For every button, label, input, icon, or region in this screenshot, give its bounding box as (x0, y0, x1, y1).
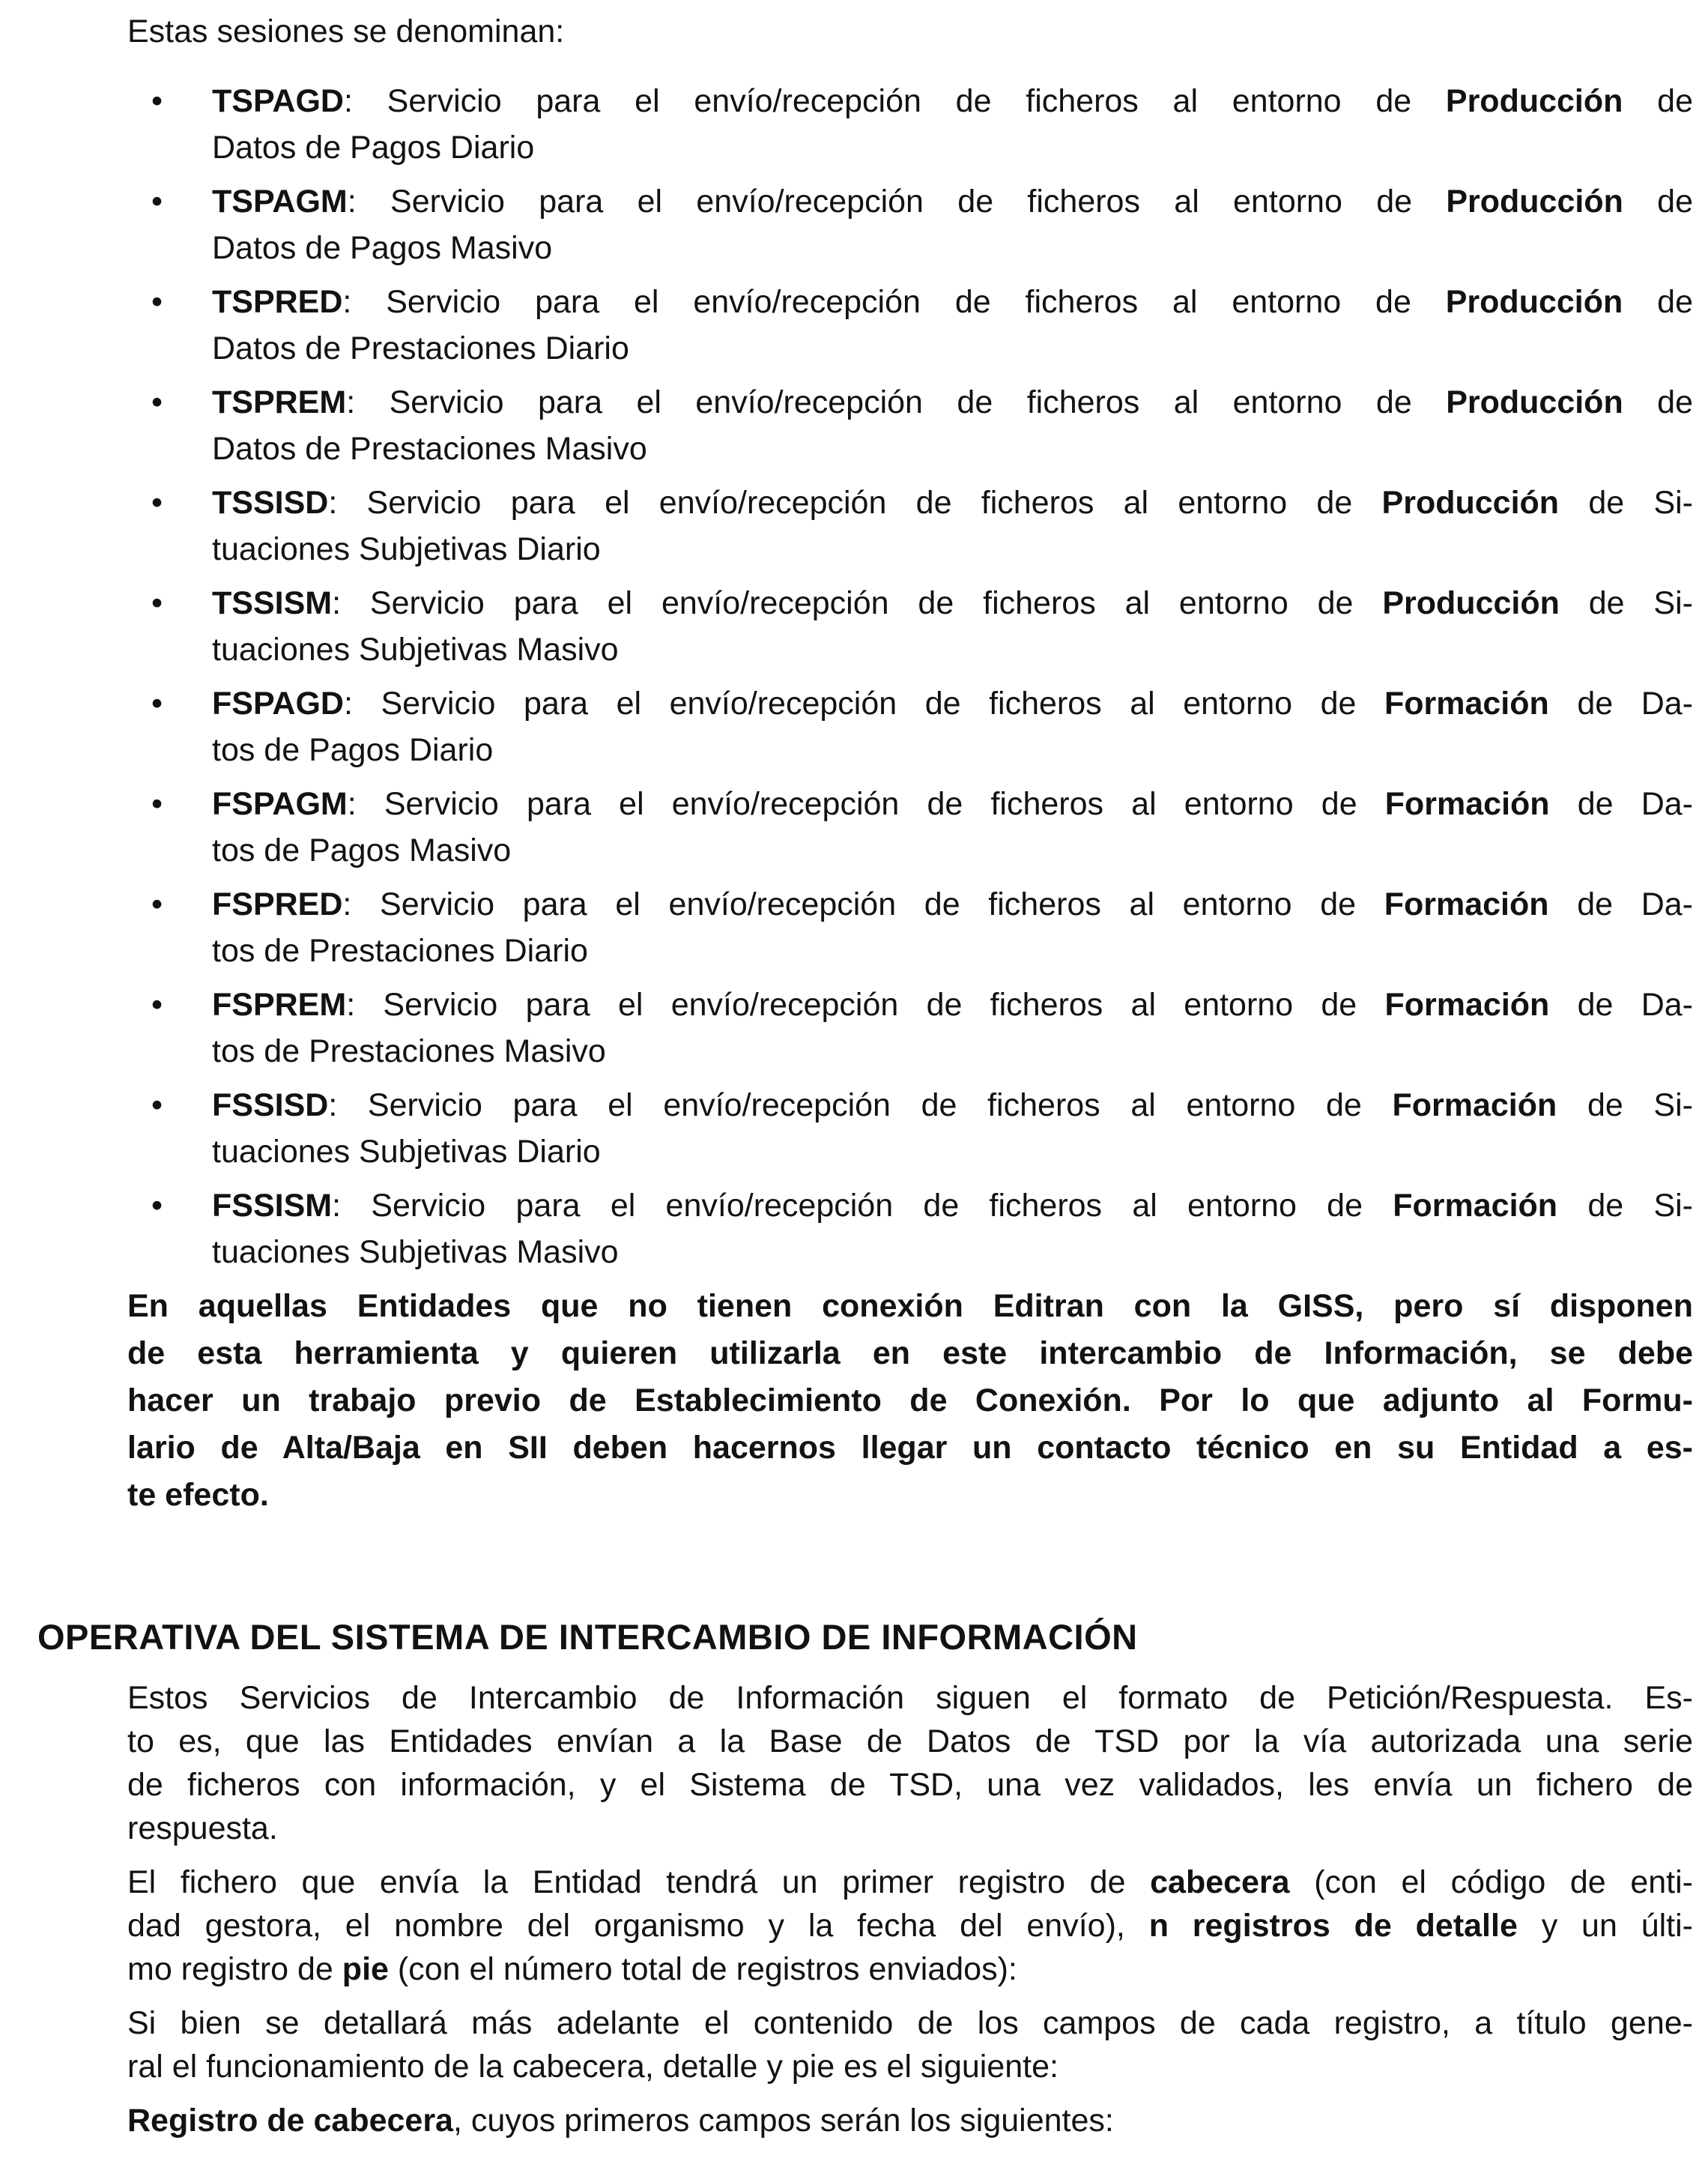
bullet-icon: • (151, 284, 163, 320)
text-line (127, 1861, 1693, 1904)
item-line-1 (212, 881, 1693, 928)
text-segment: : Servicio para el envío/recepción de ficheros al entorno de (347, 786, 1385, 822)
service-code: FSSISD (212, 1087, 329, 1123)
text-line (127, 1807, 1693, 1850)
environment-label: Formación (1384, 686, 1549, 722)
body-paragraphs (127, 1676, 1693, 2142)
text-segment: : Servicio para el envío/recepción de ficheros al entorno de (344, 83, 1446, 119)
item-line-2: tos de Pagos Masivo (212, 832, 512, 868)
intro-line: Estas sesiones se denominan: (127, 13, 565, 49)
paragraph (127, 2099, 1693, 2142)
text-segment: de Da- (1548, 686, 1693, 722)
text-segment: to es, que las Entidades envían a la Base de Datos de TSD por la vía autorizada una serie (127, 1723, 1693, 1759)
bullet-icon: • (151, 1188, 163, 1224)
text-segment: n registros de detalle (1148, 1908, 1518, 1944)
item-line-1 (212, 1082, 1693, 1128)
service-code: TSPAGD (212, 83, 344, 119)
item-line-2: Datos de Prestaciones Diario (212, 330, 629, 366)
text-segment: : Servicio para el envío/recepción de ficheros al entorno de (342, 886, 1384, 922)
environment-label: Producción (1446, 384, 1623, 420)
service-code: FSSISM (212, 1188, 333, 1224)
bold-notice-paragraph (127, 1283, 1693, 1519)
text-segment: : Servicio para el envío/recepción de ficheros al entorno de (347, 184, 1447, 220)
item-line-1 (212, 781, 1693, 827)
service-code: TSPRED (212, 284, 343, 320)
text-line (127, 1904, 1693, 1947)
text-segment: de Da- (1548, 886, 1693, 922)
environment-label: Formación (1393, 1188, 1558, 1224)
bold-paragraph-line: te efecto. (127, 1477, 269, 1513)
item-line-1 (212, 279, 1693, 325)
item-line-2: tos de Prestaciones Masivo (212, 1033, 606, 1069)
bullet-icon: • (151, 686, 163, 722)
list-item (127, 881, 1693, 974)
text-segment: de Da- (1549, 987, 1693, 1023)
text-segment: de Si- (1557, 1087, 1693, 1123)
item-line-1 (212, 1182, 1693, 1229)
bold-paragraph-line: En aquellas Entidades que no tienen conexión Editran con la GISS, pero sí disponen (127, 1288, 1693, 1324)
service-code: TSSISD (212, 485, 329, 521)
text-segment: : Servicio para el envío/recepción de ficheros al entorno de (344, 686, 1384, 722)
environment-label: Producción (1445, 83, 1623, 119)
bullet-icon: • (151, 83, 163, 119)
text-segment: respuesta. (127, 1810, 278, 1846)
bullet-icon: • (151, 987, 163, 1023)
text-segment: : Servicio para el envío/recepción de ficheros al entorno de (346, 987, 1385, 1023)
text-segment: y un últi- (1517, 1908, 1693, 1944)
service-code: FSPREM (212, 987, 347, 1023)
list-item (127, 781, 1693, 874)
text-segment: de (1623, 284, 1693, 320)
text-segment: de (1623, 184, 1693, 220)
service-code: TSPREM (212, 384, 347, 420)
environment-label: Producción (1382, 585, 1560, 621)
bullet-icon: • (151, 485, 163, 521)
item-line-1 (212, 580, 1693, 626)
list-item (127, 580, 1693, 673)
list-item (127, 680, 1693, 773)
list-item (127, 1182, 1693, 1275)
text-line (127, 2045, 1693, 2088)
item-line-2: tuaciones Subjetivas Diario (212, 531, 601, 567)
text-segment: de (1623, 83, 1693, 119)
text-segment: Si bien se detallará más adelante el contenido de los campos de cada registro, a título gene- (127, 2005, 1693, 2041)
text-line (127, 1763, 1693, 1807)
environment-label: Producción (1381, 485, 1560, 521)
bold-paragraph-line: lario de Alta/Baja en SII deben hacernos llegar un contacto técnico en su Entidad a es- (127, 1430, 1693, 1466)
service-code: TSSISM (212, 585, 333, 621)
text-line (127, 1676, 1693, 1720)
text-segment: de ficheros con información, y el Sistema de TSD, una vez validados, les envía un fichero de (127, 1767, 1693, 1803)
item-line-2: Datos de Pagos Diario (212, 130, 535, 166)
text-segment: , cuyos primeros campos serán los siguientes: (452, 2103, 1114, 2139)
paragraph (127, 1861, 1693, 1991)
text-segment: de Si- (1557, 1188, 1693, 1224)
text-segment: (con el código de enti- (1289, 1864, 1693, 1900)
text-segment: pie (342, 1951, 389, 1987)
service-code: FSPRED (212, 886, 343, 922)
item-line-2: tos de Pagos Diario (212, 732, 494, 768)
bullet-icon: • (151, 384, 163, 420)
text-segment: de Si- (1559, 485, 1693, 521)
service-code: FSPAGM (212, 786, 348, 822)
service-bullet-list (127, 78, 1693, 1275)
text-segment: : Servicio para el envío/recepción de ficheros al entorno de (332, 1188, 1393, 1224)
item-line-2: tuaciones Subjetivas Masivo (212, 1234, 619, 1270)
text-line (127, 2001, 1693, 2045)
environment-label: Producción (1446, 184, 1623, 220)
environment-label: Formación (1384, 886, 1549, 922)
text-segment: : Servicio para el envío/recepción de ficheros al entorno de (328, 1087, 1393, 1123)
section-heading: OPERATIVA DEL SISTEMA DE INTERCAMBIO DE INFORMACIÓN (37, 1617, 1138, 1657)
text-segment: cabecera (1150, 1864, 1290, 1900)
text-segment: ral el funcionamiento de la cabecera, detalle y pie es el siguiente: (127, 2049, 1059, 2085)
list-item (127, 178, 1693, 271)
paragraph (127, 1676, 1693, 1850)
item-line-1 (212, 178, 1693, 225)
bullet-icon: • (151, 585, 163, 621)
item-line-2: Datos de Prestaciones Masivo (212, 431, 647, 467)
item-line-2: tuaciones Subjetivas Masivo (212, 632, 619, 668)
item-line-1 (212, 982, 1693, 1028)
item-line-1 (212, 680, 1693, 727)
item-line-1 (212, 379, 1693, 426)
item-line-2: tuaciones Subjetivas Diario (212, 1134, 601, 1170)
item-line-1 (212, 78, 1693, 124)
text-segment: de (1623, 384, 1693, 420)
bullet-icon: • (151, 786, 163, 822)
text-segment: Estos Servicios de Intercambio de Información siguen el formato de Petición/Respuesta. Es- (127, 1680, 1693, 1716)
text-segment: : Servicio para el envío/recepción de ficheros al entorno de (346, 384, 1447, 420)
list-item (127, 78, 1693, 171)
item-line-1 (212, 480, 1693, 526)
text-segment: : Servicio para el envío/recepción de ficheros al entorno de (342, 284, 1446, 320)
list-item (127, 480, 1693, 572)
text-line (127, 2099, 1693, 2142)
environment-label: Formación (1392, 1087, 1557, 1123)
text-segment: mo registro de (127, 1951, 342, 1987)
text-segment: dad gestora, el nombre del organismo y la fecha del envío), (127, 1908, 1149, 1944)
list-item (127, 1082, 1693, 1175)
bullet-icon: • (151, 1087, 163, 1123)
item-line-2: Datos de Pagos Masivo (212, 230, 553, 266)
text-segment: El fichero que envía la Entidad tendrá un primer registro de (127, 1864, 1151, 1900)
paragraph (127, 2001, 1693, 2088)
text-segment: (con el número total de registros enviados): (388, 1951, 1017, 1987)
bold-paragraph-line: hacer un trabajo previo de Establecimiento de Conexión. Por lo que adjunto al Formu- (127, 1382, 1693, 1418)
list-item (127, 379, 1693, 472)
environment-label: Formación (1384, 786, 1550, 822)
text-segment: : Servicio para el envío/recepción de ficheros al entorno de (328, 485, 1382, 521)
item-line-2: tos de Prestaciones Diario (212, 933, 588, 969)
bullet-icon: • (151, 886, 163, 922)
service-code: TSPAGM (212, 184, 348, 220)
bullet-icon: • (151, 184, 163, 220)
text-segment: Registro de cabecera (127, 2103, 453, 2139)
text-line (127, 1720, 1693, 1763)
bold-paragraph-line: de esta herramienta y quieren utilizarla en este intercambio de Información, se debe (127, 1335, 1693, 1371)
service-code: FSPAGD (212, 686, 344, 722)
text-segment: de Si- (1559, 585, 1693, 621)
list-item (127, 279, 1693, 372)
environment-label: Producción (1445, 284, 1623, 320)
text-segment: de Da- (1549, 786, 1693, 822)
text-segment: : Servicio para el envío/recepción de ficheros al entorno de (332, 585, 1383, 621)
text-line (127, 1947, 1693, 1991)
list-item (127, 982, 1693, 1075)
environment-label: Formación (1384, 987, 1550, 1023)
